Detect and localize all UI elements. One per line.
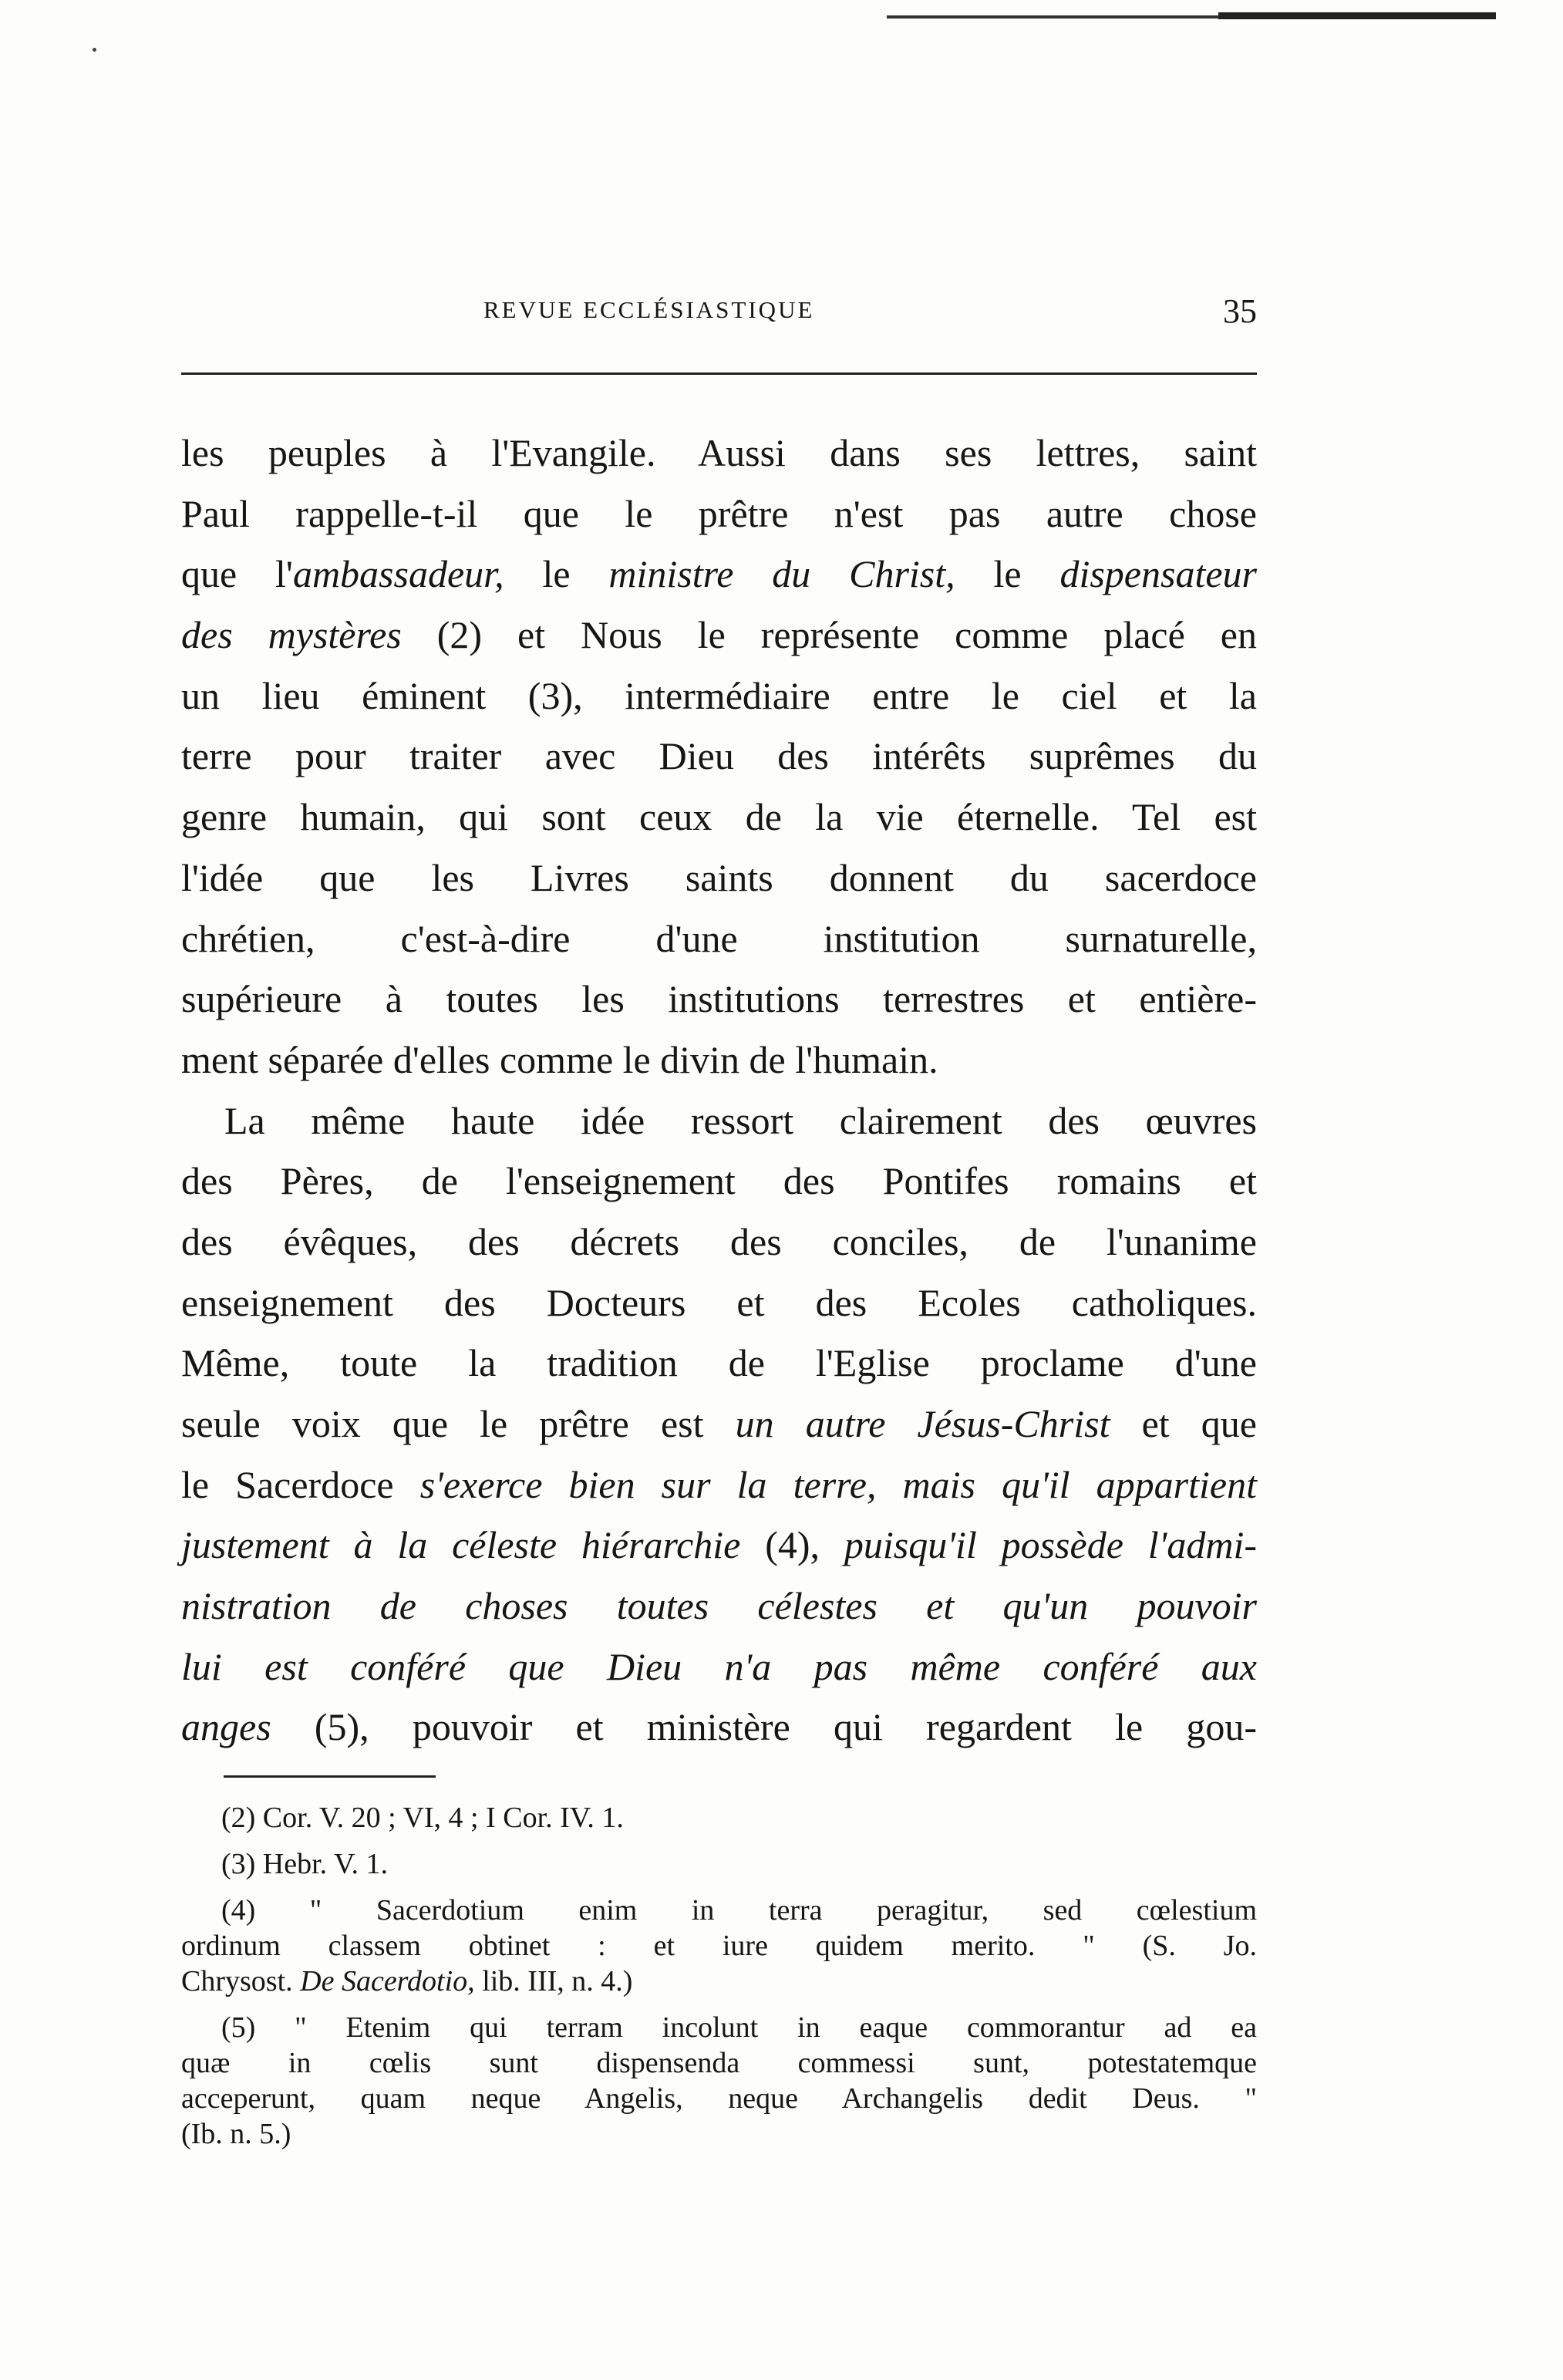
italic-segment: dispensateur <box>1059 552 1257 596</box>
footnote-line <box>181 2081 1257 2116</box>
footnote-line <box>181 2045 1257 2081</box>
body-line <box>181 1333 1257 1394</box>
text-segment: Paul rappelle-t-il que le prêtre n'est pas autre chose <box>181 491 1257 535</box>
text-segment: les peuples à l'Evangile. Aussi dans ses lettres, saint <box>181 431 1257 474</box>
footnote-line <box>181 1964 1257 1999</box>
italic-segment: des mystères <box>181 613 402 657</box>
text-segment: (4), <box>740 1523 844 1567</box>
body-line <box>181 1515 1257 1576</box>
italic-segment: De Sacerdotio, <box>300 1965 475 1997</box>
text-segment: ordinum classem obtinet : et iure quidem merito. " (S. Jo. <box>181 1930 1257 1962</box>
italic-segment: ambassadeur, <box>292 552 504 596</box>
body-line <box>181 1455 1257 1515</box>
footnote <box>181 1800 1257 1836</box>
text-segment: acceperunt, quam neque Angelis, neque Archangelis dedit Deus. " <box>181 2082 1257 2115</box>
footnote <box>181 1893 1257 1999</box>
italic-segment: lui est conféré que Dieu n'a pas même conféré aux <box>181 1644 1257 1688</box>
text-segment: chrétien, c'est-à-dire d'une institution surnaturelle, <box>181 916 1257 960</box>
body-line <box>181 969 1257 1030</box>
text-segment: (Ib. n. 5.) <box>181 2118 291 2150</box>
body-line <box>181 1394 1257 1455</box>
italic-segment: anges <box>181 1705 271 1749</box>
running-head-title: REVUE ECCLÉSIASTIQUE <box>483 296 815 323</box>
italic-segment: ministre du Christ, <box>608 552 955 596</box>
body-line <box>181 1576 1257 1637</box>
text-segment: un lieu éminent (3), intermédiaire entre le ciel et la <box>181 673 1257 717</box>
footnote-line <box>181 1846 1257 1882</box>
italic-segment: nistration de choses toutes célestes et qu'un pouvoir <box>181 1584 1257 1628</box>
text-segment: (5) " Etenim qui terram incolunt in eaque commorantur ad ea <box>221 2011 1257 2044</box>
body-line <box>181 1030 1257 1091</box>
footnote-line <box>181 2010 1257 2045</box>
body-line <box>181 484 1257 544</box>
italic-segment: puisqu'il possède l'admi- <box>844 1523 1257 1567</box>
body-line <box>181 544 1257 605</box>
text-segment: le Sacerdoce <box>181 1462 420 1506</box>
page-number: 35 <box>1223 292 1257 330</box>
footnotes <box>181 1800 1257 2163</box>
text-segment: que l' <box>181 552 293 596</box>
text-segment: et que <box>1110 1402 1257 1445</box>
scan-speck <box>93 48 96 52</box>
body-line <box>181 848 1257 909</box>
text-segment: (4) " Sacerdotium enim in terra peragitur, sed cœlestium <box>221 1894 1257 1927</box>
text-segment: quæ in cœlis sunt dispensenda commessi sunt, potestatemque <box>181 2047 1257 2079</box>
body-line <box>181 1151 1257 1212</box>
italic-segment: justement à la céleste hiérarchie <box>181 1523 741 1567</box>
footnote <box>181 1846 1257 1882</box>
text-segment: (5), pouvoir et ministère qui regardent le gou- <box>271 1705 1257 1749</box>
running-head <box>181 292 1257 338</box>
body-text <box>181 423 1257 1758</box>
text-segment: genre humain, qui sont ceux de la vie éternelle. Tel est <box>181 795 1257 839</box>
body-line <box>181 605 1257 666</box>
footnote-line <box>181 1800 1257 1836</box>
text-segment: enseignement des Docteurs et des Ecoles catholiques. <box>181 1280 1257 1324</box>
body-line <box>181 1697 1257 1758</box>
body-line <box>181 1637 1257 1697</box>
footnote-line <box>181 1893 1257 1928</box>
body-line <box>181 666 1257 726</box>
footnote-line <box>181 2116 1257 2152</box>
text-segment: Même, toute la tradition de l'Eglise proclame d'une <box>181 1341 1257 1385</box>
text-segment: le <box>955 552 1060 596</box>
text-segment: l'idée que les Livres saints donnent du sacerdoce <box>181 855 1257 899</box>
text-segment: (3) Hebr. V. 1. <box>221 1848 389 1880</box>
text-segment: (2) Cor. V. 20 ; VI, 4 ; I Cor. IV. 1. <box>221 1802 624 1834</box>
text-segment: terre pour traiter avec Dieu des intérêts suprêmes du <box>181 734 1257 778</box>
footnote-line <box>181 1928 1257 1964</box>
italic-segment: un autre Jésus-Christ <box>735 1402 1110 1445</box>
body-line <box>181 423 1257 484</box>
text-segment: lib. III, n. 4.) <box>474 1965 633 1997</box>
body-line <box>181 787 1257 848</box>
text-segment: seule voix que le prêtre est <box>181 1402 736 1445</box>
text-segment: ment séparée d'elles comme le divin de l'humain. <box>181 1037 938 1081</box>
text-segment: des Pères, de l'enseignement des Pontifes romains et <box>181 1159 1257 1203</box>
text-segment: Chrysost. <box>181 1965 301 1997</box>
scan-top-rule-heavy <box>1218 12 1496 19</box>
body-line <box>181 1212 1257 1273</box>
body-line <box>181 1091 1257 1151</box>
body-line <box>181 1273 1257 1333</box>
text-segment: La même haute idée ressort clairement des œuvres <box>224 1098 1257 1142</box>
footnote <box>181 2010 1257 2152</box>
footnote-separator <box>224 1775 436 1778</box>
text-segment: des évêques, des décrets des conciles, de l'unanime <box>181 1219 1257 1263</box>
text-segment: (2) et Nous le représente comme placé en <box>401 613 1257 657</box>
body-line <box>181 726 1257 787</box>
text-segment: supérieure à toutes les institutions terrestres et entière- <box>181 977 1257 1021</box>
text-segment: le <box>504 552 609 596</box>
body-line <box>181 909 1257 969</box>
header-rule <box>181 373 1257 375</box>
italic-segment: s'exerce bien sur la terre, mais qu'il appartient <box>419 1462 1257 1506</box>
